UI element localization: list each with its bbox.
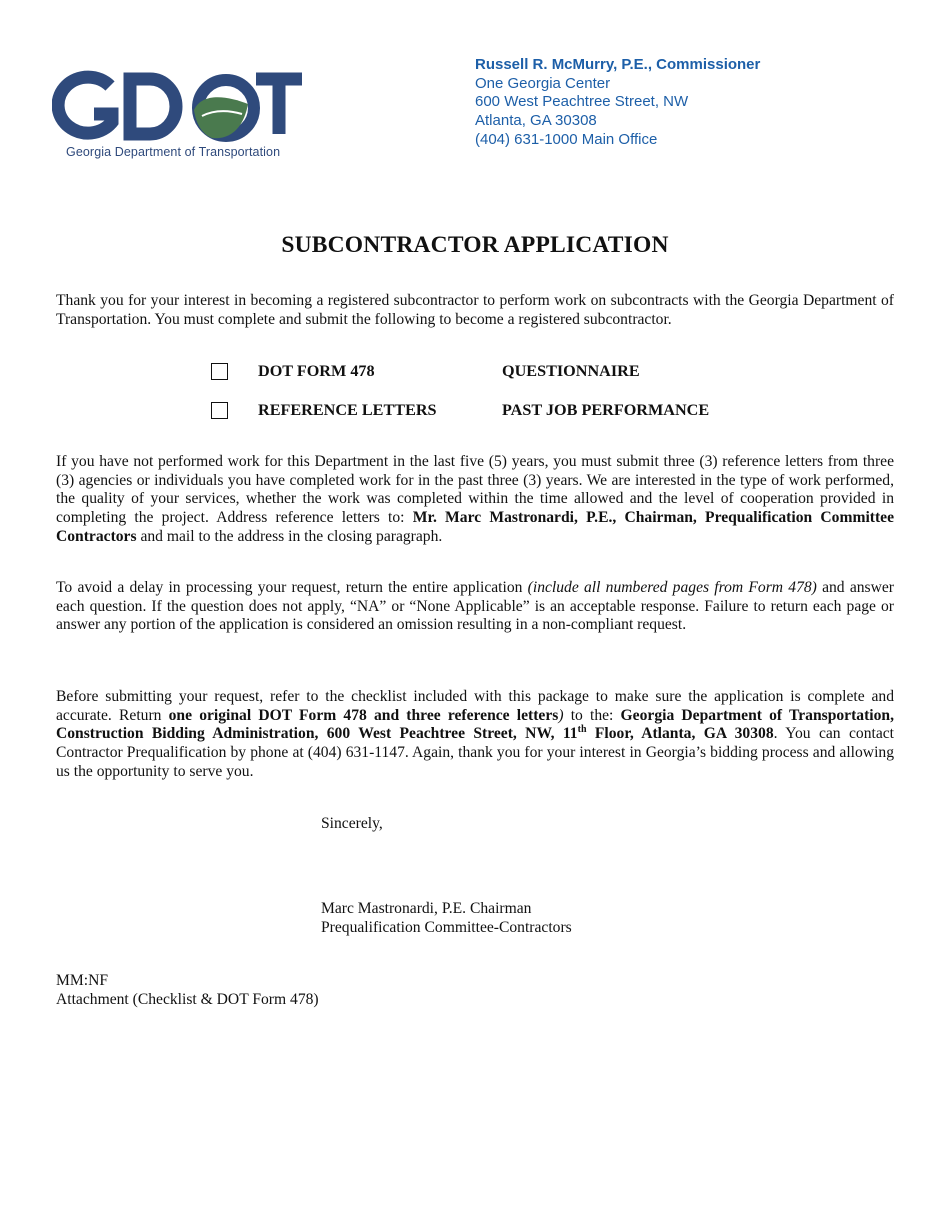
salutation: Sincerely, — [321, 815, 383, 832]
signer-name: Marc Mastronardi, P.E. Chairman — [321, 900, 532, 917]
para4-bold2: Georgia Department of Transportation, Construction Bidding Administration, 600 West Peachtree Street, NW, 11 — [56, 706, 894, 743]
questionnaire-label: QUESTIONNAIRE — [502, 362, 640, 380]
address-line-2: 600 West Peachtree Street, NW — [475, 93, 689, 111]
main-office-phone: (404) 631-1000 Main Office — [475, 130, 658, 148]
reference-letters-paragraph — [56, 453, 894, 547]
signer-block — [321, 899, 572, 937]
para4-bold3: Floor, Atlanta, GA 30308 — [586, 725, 774, 743]
address-line-1: One Georgia Center — [475, 74, 611, 92]
dot-form-478-label: DOT FORM 478 — [258, 362, 375, 380]
para4-text2: to the: — [563, 706, 621, 724]
para4-text1: Before submitting your request, refer to the checklist included with this package to make sure the application is complete and accurate. Return — [56, 688, 894, 724]
footer-block — [56, 971, 319, 1009]
intro-paragraph: Thank you for your interest in becoming a registered subcontractor to perform work on subcontracts with the Georgia Department of Transportation. You must complete and submit the following to become a registered subcontractor. — [56, 292, 894, 328]
para3-italic: (include all numbered pages from Form 478) — [527, 579, 817, 596]
commissioner-name: Russell R. McMurry, P.E., Commissioner — [475, 56, 761, 73]
page-title: SUBCONTRACTOR APPLICATION — [281, 232, 669, 258]
para2-addressee: Mr. Marc Mastronardi, P.E., Chairman, Prequalification Committee Contractors — [56, 509, 894, 545]
para4-sup: th — [577, 724, 587, 736]
para4-text3: . You can contact Contractor Prequalification by phone at (404) 631-1147. Again, thank you for your interest in Georgia’s bidding process and allowing us the opportunity to serve you. — [56, 725, 894, 780]
reference-letters-checkbox[interactable] — [211, 402, 228, 419]
para4-bold1: one original DOT Form 478 and three reference letters — [168, 706, 559, 724]
para2-end: and mail to the address in the closing paragraph. — [136, 527, 443, 545]
para4-italic1: ) — [558, 706, 564, 724]
attachment-note: Attachment (Checklist & DOT Form 478) — [56, 991, 319, 1008]
signer-title: Prequalification Committee-Contractors — [321, 919, 572, 936]
processing-paragraph — [56, 579, 894, 635]
para3-text: To avoid a delay in processing your request, return the entire application — [56, 579, 528, 596]
dot-form-478-checkbox[interactable] — [211, 363, 228, 380]
para2-text: If you have not performed work for this Department in the last five (5) years, you must submit three (3) reference letters from three (3) agencies or individuals you have completed work for in the past three (3) years. We are interested in the type of work performed, the quality of your services, whether the work was completed within the time allowed and the level of cooperation provided in completing the project. Address reference letters to: — [56, 453, 894, 527]
submission-paragraph — [56, 688, 894, 782]
reference-letters-label: REFERENCE LETTERS — [258, 401, 437, 419]
contact-block — [475, 56, 760, 150]
para3-end: and answer each question. If the question does not apply, “NA” or “None Applicable” is an acceptable response. Failure to return each page or answer any portion of the application is considered an omission resulting in a non-compliant request. — [56, 579, 894, 634]
past-job-performance-label: PAST JOB PERFORMANCE — [502, 401, 710, 419]
logo-subtitle: Georgia Department of Transportation — [66, 145, 281, 159]
address-line-3: Atlanta, GA 30308 — [475, 112, 597, 130]
initials: MM:NF — [56, 972, 108, 989]
